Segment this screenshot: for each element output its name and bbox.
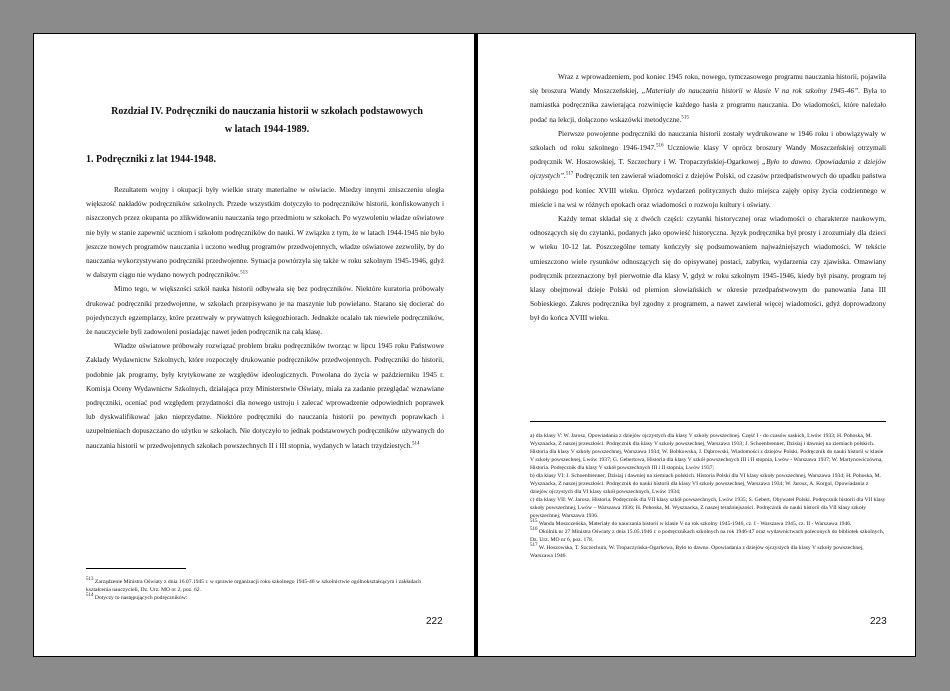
footnote: c) dla klasy VII: W. Jarosz, Historia. Podręcznik dla VII klasy szkół powszechnych, Lwów 1935; S. Gebert, Obywatel Polski. Podręcznik historii dla VII klasy szkoły powszechnej, Lwów – Warszawa 1936; H. Pohoska, M. Wysznacka, Z naszej teraźniejszości. Podręcznik do nauki historii dla VII klasy szkoły powszechnej, Warszawa 1936. <box>530 497 886 519</box>
footnote: $^{516}$ Okólnik nr 27 Ministra Oświaty z dnia 15.05.1946 r. o podręcznikach szkolnych na rok 1946-47 oraz wydawnictwach poleconych do bibliotek szkolnych, Dz. Urz. MO nr 6, poz. 178. <box>530 527 885 543</box>
footnote-ref[interactable]: 517 <box>565 172 574 177</box>
footnote-ref[interactable]: 515 <box>681 115 689 121</box>
footnote: $^{515}$ Wanda Moszczeńska, Materiały do nauczania historii w klasie V na rok szkolny 1945-1946, cz. I - Warszawa 1945, cz. II - Warszawa 1946. <box>530 519 852 527</box>
footnote-ref[interactable]: 513 <box>240 270 248 276</box>
footnote: $^{513}$ Zarządzenie Ministra Oświaty z dnia 16.07.1945 r. w sprawie organizacji roku szkolnego 1945-46 w szkolnictwie ogólnokształcącym i zakładach kształcenia nauczycieli, Dz. Urz. MO nr 2, poz. 62. <box>86 577 422 593</box>
footnote: $^{514}$ Dotyczy to następujących podręczników: <box>86 593 188 601</box>
right-body-text <box>530 70 886 326</box>
paragraph: Mimo tego, w większości szkół nauka historii odbywała się bez podręczników. Niektóre kuratoria próbowały drukować podręczniki przedwojenne, w szkołach przepisywano je na maszynie lub powielano. Starano się docierać do pojedynczych egzemplarzy, które przetrwały w prywatnych księgozbiorach. Jednakże ocalało tak niewiele podręczników, że nauczyciele byli zadowoleni posiadając nawet jeden podręcznik na całą klasę. <box>86 284 444 337</box>
paragraph: Władze oświatowe próbowały rozwiązać problem braku podręczników tworząc w lipcu 1945 roku Państwowe Zakłady Wydawnictw Szkolnych, które rozpoczęły drukowanie podręczników przedwojennych. Podręczniki do historii, podobnie jak programy, były krytykowane ze względów ideologicznych. Powołana do życia w październiku 1945 r. Komisja Oceny Wydawnictw Szkolnych, działająca przy Ministerstwie Oświaty, miała za zadanie przeglądać wznawiane podręczniki, oceniać pod względem przydatności dla nowego ustroju i zalecać wprowadzenie odpowiednich poprawek lub dyskwalifikować jako nieprzydatne. Niektóre podręczniki do nauczania historii po pewnych poprawkach i uzupełnieniach dopuszczano do użytku w szkołach. Nie dotyczyło to jednak podstawowych podręczników używanych do nauczania historii w przedwojennych szkołach powszechnych II i III stopnia, wydanych w latach trzydziestych.$^{514}$ <box>86 341 444 450</box>
footnote-rule <box>86 568 186 569</box>
page-number: 223 <box>870 616 887 627</box>
chapter-title <box>94 103 440 139</box>
footnote-ref[interactable]: 516 <box>655 143 664 149</box>
section-title: 1. Podręczniki z lat 1944-1948. <box>86 154 216 165</box>
footnote-ref[interactable]: 514 <box>412 441 420 447</box>
footnote: $^{517}$ W. Hoszowska, T. Szczechura, W. Tropaczyńska-Ogarkowa, Było to dawno. Opowiadania z dziejów ojczystych dla klasy V szkoły powszechnej, Warszawa 1946. <box>530 543 864 559</box>
chapter-title-line-1: Rozdział IV. Podręczniki do nauczania historii w szkołach podstawowych <box>111 106 423 117</box>
left-page <box>33 33 475 657</box>
right-footnotes <box>530 432 886 560</box>
left-body-text <box>86 183 444 453</box>
left-footnotes <box>86 578 446 602</box>
footnote-rule <box>530 421 886 422</box>
footnote: a) dla klasy V: W. Jarosz, Opowiadania z dziejów ojczystych dla klasy V szkoły powszechnej. Część I - do czasów saskich, Lwów 1933; H. Pohoska, M. Wysznacka, Z naszej przeszłości. Podręcznik dla klasy V szkoły powszechnej, Warszawa 1933; J. Schoenbrenner, Dzisiaj i dawniej na ziemiach polskich. Historia dla klasy V szkoły powszechnej, Warszawa 1934; W. Bobkowska, J. Dąbrowski, Wiadomości z dziejów Polski. Podręcznik do nauki historii w klasie V szkoły powszechnej, Lwów 1937; G. Gebertowa, Historia dla klasy V szkół powszechnych III i II stopnia, Lwów - Warszawa 1937; W. Martynowiczówna, Historia. Podręcznik dla klasy V szkół powszechnych III i II stopnia, Lwów 1937; <box>530 433 884 471</box>
paragraph: Wraz z wprowadzeniem, pod koniec 1945 roku, nowego, tymczasowego programu nauczania historii, pojawiła się broszura Wandy Moszczeńskiej, „Materiały do nauczania historii w klasie V na rok szkolny 1945-46”. Była to namiastka podręcznika zawierająca rozwinięcie każdego hasła z programu nauczania. Do wiadomości, które należało podać na lekcji, dołączono wskazówki metodyczne.$^{515}$ <box>530 72 886 124</box>
page-number: 222 <box>426 616 443 627</box>
paragraph: Pierwsze powojenne podręczniki do nauczania historii zostały wydrukowane w 1946 roku i obowiązywały w szkołach od roku szkolnego 1946-1947.$^{516}$ Uczniowie klasy V oprócz broszury Wandy Moszczeńskiej otrzymali podręcznik W. Hoszowskiej, T. Szczechury i W. Tropaczyńskiej-Ogarkowej „Było to dawno. Opowiadania z dziejów ojczystych”.$^{517}$ Podręcznik ten zawierał wiadomości z dziejów Polski, od czasów przedpaństwowych do upadku państwa polskiego pod koniec XVIII wieku. Oprócz wydarzeń politycznych dużo miejsca zajęły opisy życia codziennego w mieście i na wsi w różnych epokach oraz wiadomości o rozwoju kultury i oświaty. <box>530 128 887 209</box>
chapter-title-line-2: w latach 1944-1989. <box>224 124 310 135</box>
paragraph: Rezultatem wojny i okupacji były wielkie straty materialne w oświacie. Miedzy innymi zniszczeniu uległa większość nakładów podręczników szkolnych. Przede wszystkim dotyczyło to podręczników historii, konfiskowanych i niszczonych przez okupanta po zlikwidowaniu nauczania tego przedmiotu w szkołach. Po wyzwoleniu władze oświatowe nie były w stanie zapewnić uczniom i szkołom podręczników do nauki. W związku z tym, że w latach 1944-1945 nie było jeszcze nowych programów nauczania i uczono według programów przedwojennych, władze oświatowe zezwoliły, by do nauczania wykorzystywano podręczniki przedwojenne. Sytuacja powtórzyła się także w roku szkolnym 1945-1946, gdyż w dalszym ciągu nie wydano nowych podręczników.$^{513}$ <box>86 185 444 280</box>
footnote: b) dla klasy VI: J. Schoenbrenner, Dzisiaj i dawniej na ziemiach polskich. Historia Polski dla VI klasy szkoły powszechnej, Warszawa 1934; H. Pohoska, M. Wysznacka, Z naszej przeszłości. Podręcznik do nauki historii dla klasy VI szkoły powszechnej, Warszawa 1934; W. Jarosz, A. Korgol, Opowiadania z dziejów ojczystych dla VI klasy szkół powszechnych, Lwów 1934; <box>530 473 882 495</box>
paragraph: Każdy temat składał się z dwóch części: czytanki historycznej oraz wiadomości o charakterze naukowym, odnoszących się do czytanki, podanych jako opowieść historyczna. Język podręcznika był prosty i zrozumiały dla dzieci w wieku 10-12 lat. Poszczególne tematy kończyły się podsumowaniem najważniejszych wiadomości. W tekście umieszczono wiele rysunków odnoszących się do opisywanej postaci, zabytku, wydarzenia czy zjawiska. Omawiany podręcznik przeznaczony był pierwotnie dla klasy V, gdyż w roku szkolnym 1945-1946, kiedy był pisany, program tej klasy obejmował dzieje Polski od plemion słowiańskich w okresie przedpaństwowym do panowania Jana III Sobieskiego. Zakres podręcznika był zgodny z programem, a nawet zawierał więcej wiadomości, gdyż doprowadzony był do końca XVIII wieku. <box>530 214 886 323</box>
right-page <box>477 33 916 657</box>
